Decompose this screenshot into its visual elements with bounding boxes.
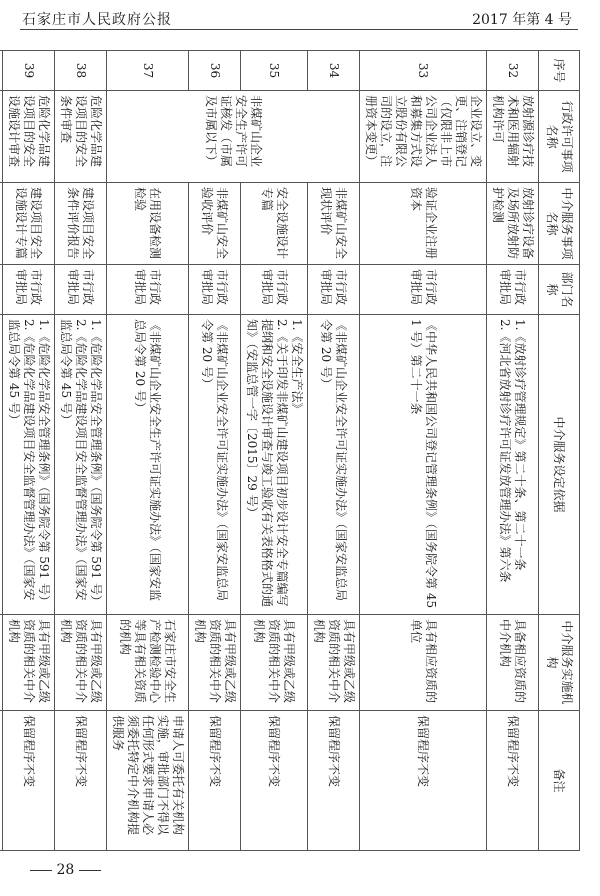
- cell-no: 34: [308, 51, 360, 91]
- basis-line: 《中华人民共和国公司登记管理条例》（国务院令第 451 号）第二十一条: [409, 319, 438, 609]
- basis-line: 1.《放射诊疗管理规定》第二十条、第二十一条: [513, 319, 528, 571]
- cell-note: 保留程序不变: [360, 711, 487, 851]
- table-row: [0, 51, 3, 851]
- col-header-service: 中介服务事项名称: [539, 183, 580, 265]
- cell-service: 放射诊疗设备及场所放射防护检测: [487, 183, 539, 265]
- cell-service: 验证企业注册资本: [360, 183, 487, 265]
- cell-note: 保留程序不变: [241, 711, 308, 851]
- cell-dept: [0, 265, 3, 315]
- cell-note: 保留程序不变: [308, 711, 360, 851]
- cell-agency: 具有甲级或乙级资质的相关中介机构: [308, 615, 360, 711]
- cell-basis: [0, 315, 3, 615]
- cell-agency: 具有甲级或乙级资质的相关中介机构: [189, 615, 241, 711]
- cell-dept: 市行政审批局: [308, 265, 360, 315]
- basis-line: 2.《危险化学品建设项目安全监督管理办法》（国家安监总局令第 45 号）: [7, 319, 36, 601]
- cell-dept: 市行政审批局: [487, 265, 539, 315]
- cell-service: 非煤矿山安全现状评价: [308, 183, 360, 265]
- cell-dept: 市行政审批局: [3, 265, 55, 315]
- cell-dept: 市行政审批局: [55, 265, 107, 315]
- footer-dash-right: [79, 870, 101, 871]
- cell-service: 非煤矿山安全验收评价: [189, 183, 241, 265]
- table-row: [308, 51, 360, 851]
- table-header-row: [539, 51, 580, 851]
- cell-agency: 具有甲级或乙级资质的相关中介机构: [241, 615, 308, 711]
- cell-agency: 具有甲级或乙级资质的相关中介机构: [3, 615, 55, 711]
- cell-agency: 石家庄市安全生产检测检验中心等具有相关资质的机构: [107, 615, 189, 711]
- cell-agency: 具有相应资质的单位: [360, 615, 487, 711]
- cell-item-merged: 非煤矿山企业安全生产许可证核发（市属及市属以下）: [107, 91, 360, 183]
- cell-item: [0, 91, 3, 183]
- table-row: [487, 51, 539, 851]
- page-number: 28: [56, 862, 75, 878]
- cell-service: 在用设备检测检验: [107, 183, 189, 265]
- cell-service: 建设项目安全条件评价报告: [55, 183, 107, 265]
- cell-note: 保留程序不变: [487, 711, 539, 851]
- cell-no: [0, 51, 3, 91]
- cell-service: 安全设施设计专篇: [241, 183, 308, 265]
- table-row: [3, 51, 55, 851]
- col-header-note: 备注: [539, 711, 580, 851]
- cell-basis: [107, 315, 189, 615]
- cell-service: [0, 183, 3, 265]
- basis-line: 《非煤矿山企业安全生产许可证实施办法》（国家安监总局令第 20 号）: [133, 319, 163, 602]
- cell-no: 36: [189, 51, 241, 91]
- cell-basis: [241, 315, 308, 615]
- intermediary-service-table: [0, 50, 580, 851]
- col-header-item: 行政许可事项名称: [539, 91, 580, 183]
- basis-line: 1.《危险化学品安全管理条例》（国务院令第 591 号）: [89, 319, 103, 607]
- cell-note: 申请人可委托有关机构实施，审批部门不得以任何形式要求申请人必须委托特定中介机构提供服务: [107, 711, 189, 851]
- cell-agency: [0, 615, 3, 711]
- cell-agency: 具有甲级或乙级资质的相关中介机构: [55, 615, 107, 711]
- cell-note: 保留程序不变: [3, 711, 55, 851]
- rotated-table-wrapper: [7, 50, 580, 850]
- cell-no: 33: [360, 51, 487, 91]
- cell-dept: 市行政审批局: [107, 265, 189, 315]
- col-header-dept: 部门名称: [539, 265, 580, 315]
- cell-dept: 市行政审批局: [189, 265, 241, 315]
- cell-agency: 具备相应资质的中介机构: [487, 615, 539, 711]
- cell-item: 危险化学品建设项目的安全条件审查: [55, 91, 107, 183]
- cell-item: 企业设立、变更、注销登记（仅限非上市公司企业法人和募集方式设立股份有限公司的设立，注册资本变更）: [360, 91, 487, 183]
- col-header-no: 序号: [539, 51, 580, 91]
- table-row: [55, 51, 107, 851]
- cell-basis: [308, 315, 360, 615]
- page-footer: [30, 862, 101, 878]
- bulletin-title: 石家庄市人民政府公报: [22, 12, 172, 28]
- cell-basis: [3, 315, 55, 615]
- cell-note: [0, 711, 3, 851]
- page-header: [0, 0, 600, 32]
- cell-no: 38: [55, 51, 107, 91]
- cell-no: 35: [241, 51, 308, 91]
- cell-dept: 市行政审批局: [241, 265, 308, 315]
- header-rule: [20, 29, 578, 30]
- cell-no: 37: [107, 51, 189, 91]
- cell-item: 放射源诊疗技术和医用辐射机构许可: [487, 91, 539, 183]
- cell-basis: [55, 315, 107, 615]
- cell-note: 保留程序不变: [189, 711, 241, 851]
- permit-table-area: [7, 50, 580, 850]
- basis-line: 2.《关于印发非煤矿山建设项目初步设计安全专篇编写提纲和安全设施设计审查与竣工验收有关表格格式的通知》（安监总管一字〔2015〕29 号）: [245, 319, 289, 608]
- cell-note: 保留程序不变: [55, 711, 107, 851]
- table-row: [360, 51, 487, 851]
- cell-basis: [487, 315, 539, 615]
- basis-line: 1.《安全生产法》: [290, 319, 304, 415]
- basis-line: 1.《危险化学品安全管理条例》（国务院令第 591 号）: [37, 319, 51, 607]
- issue-number: 2017 年第 4 号: [472, 12, 572, 28]
- col-header-basis: 中介服务设定依据: [539, 315, 580, 615]
- cell-basis: [360, 315, 487, 615]
- cell-item: 危险化学品建设项目的安全设施设计审查: [3, 91, 55, 183]
- basis-line: 2.《危险化学品建设项目安全监督管理办法》（国家安监总局令第 45 号）: [59, 319, 88, 601]
- basis-line: 《非煤矿山企业安全许可证实施办法》（国家安监总局令第 20 号）: [200, 319, 230, 602]
- cell-basis: [189, 315, 241, 615]
- footer-dash-left: [30, 870, 52, 871]
- cell-dept: 市行政审批局: [360, 265, 487, 315]
- cell-no: 39: [3, 51, 55, 91]
- basis-line: 《非煤矿山企业安全许可证实施办法》（国家安监总局令第 20 号）: [319, 319, 349, 602]
- col-header-agency: 中介服务实施机构: [539, 615, 580, 711]
- basis-line: 2.《河北省放射诊疗许可证发放管理办法》第六条: [498, 319, 513, 583]
- cell-no: 32: [487, 51, 539, 91]
- cell-service: 建设项目安全设施设计专篇: [3, 183, 55, 265]
